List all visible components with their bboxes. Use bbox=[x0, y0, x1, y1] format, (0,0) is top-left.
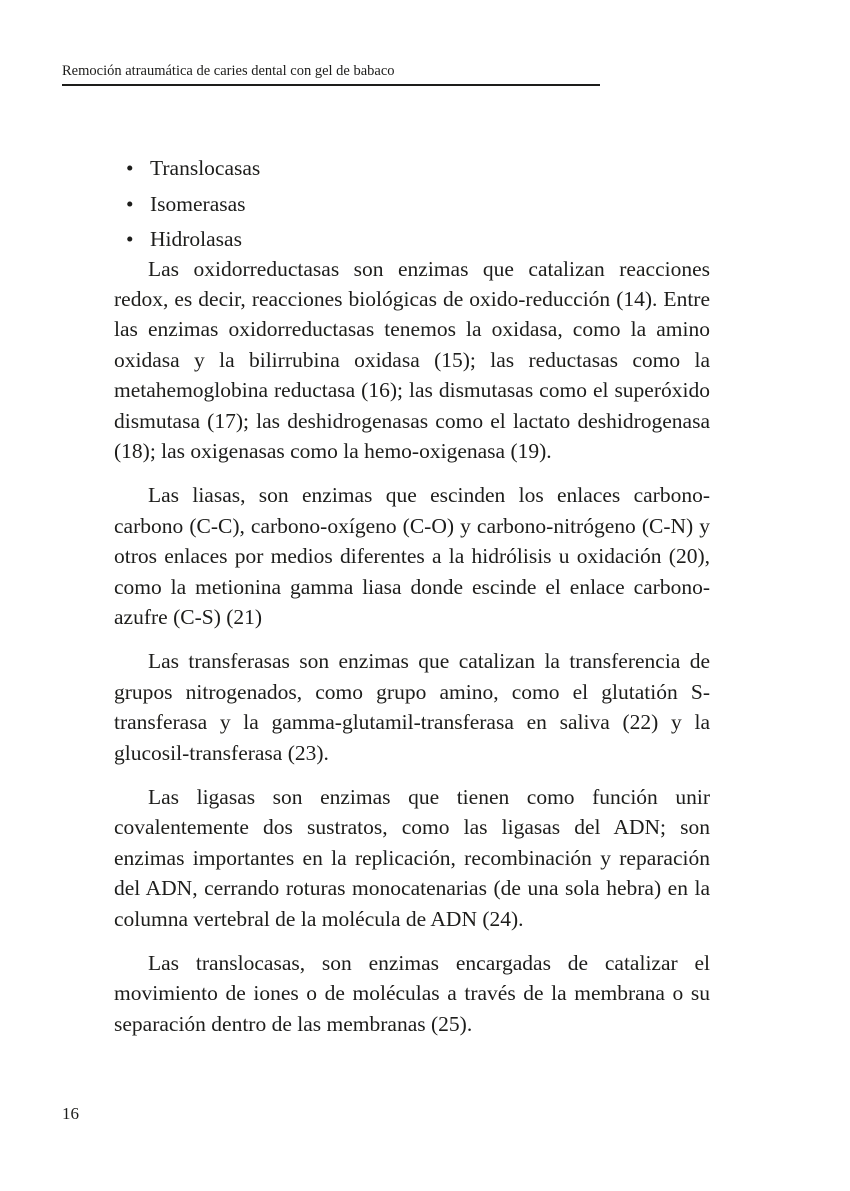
page-body bbox=[114, 153, 710, 1053]
list-item: • Hidrolasas bbox=[114, 224, 710, 260]
enzyme-class-list bbox=[114, 153, 710, 260]
list-item: • Isomerasas bbox=[114, 189, 710, 225]
paragraph-transferasas: Las transferasas son enzimas que catalizan la transferencia de grupos nitrogenados, como grupo amino, como el glutatión S-transferasa y la gamma-glutamil-transferasa en saliva (22) y la glucosil-transferasa (23). bbox=[114, 649, 710, 765]
list-item: • Translocasas bbox=[114, 153, 710, 189]
paragraph-translocasas: Las translocasas, son enzimas encargadas de catalizar el movimiento de iones o de moléculas a través de la membrana o su separación dentro de las membranas (25). bbox=[114, 951, 710, 1036]
running-title: Remoción atraumática de caries dental con gel de babaco bbox=[62, 63, 395, 79]
bullet-icon: • bbox=[126, 227, 134, 251]
paragraph-liasas: Las liasas, son enzimas que escinden los enlaces carbono-carbono (C-C), carbono-oxígeno (C-O) y carbono-nitrógeno (C-N) y otros enlaces por medios diferentes a la hidrólisis u oxidación (20), como la metionina gamma liasa donde escinde el enlace carbono-azufre (C-S) (21) bbox=[114, 483, 710, 629]
running-header bbox=[62, 62, 600, 86]
bullet-icon: • bbox=[126, 191, 134, 216]
bullet-icon: • bbox=[126, 156, 134, 180]
paragraph-ligasas: Las ligasas son enzimas que tienen como función unir covalentemente dos sustratos, como las ligasas del ADN; son enzimas importantes en la replicación, recombinación y reparación del ADN, cerrando roturas monocatenarias (de una sola hebra) en la columna vertebral de la molécula de ADN (24). bbox=[114, 785, 710, 931]
page-number: 16 bbox=[62, 1104, 79, 1123]
paragraph-oxidorreductasas: Las oxidorreductasas son enzimas que catalizan reacciones redox, es decir, reacciones biológicas de oxido-reducción (14). Entre las enzimas oxidorreductasas tenemos la oxidasa, como la amino oxidasa y la bilirrubina oxidasa (15); las reductasas como la metahemoglobina reductasa (16); las dismutasas como el superóxido dismutasa (17); las deshidrogenasas como el lactato deshidrogenasa (18); las oxigenasas como la hemo-oxigenasa (19). bbox=[114, 256, 710, 463]
